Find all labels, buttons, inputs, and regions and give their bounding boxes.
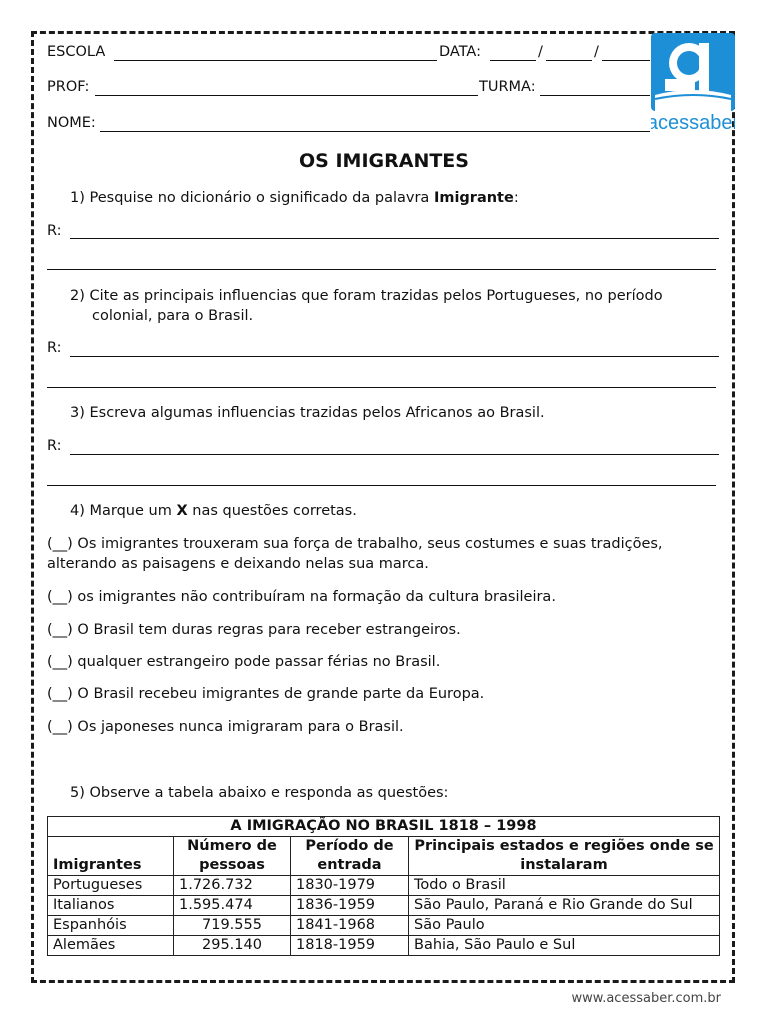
header-estados: Principais estados e regiões onde se instalaram (409, 837, 720, 876)
turma-label: TURMA: (479, 79, 536, 95)
table-cell: 295.140 (174, 936, 291, 956)
answer-line[interactable] (47, 269, 716, 270)
table-row (48, 896, 720, 916)
table-cell: Italianos (48, 896, 174, 916)
escola-field[interactable] (114, 60, 437, 61)
option-5[interactable]: (__) O Brasil recebeu imigrantes de grande parte da Europa. (47, 686, 485, 702)
answer-line[interactable] (70, 454, 719, 455)
table-cell: São Paulo (409, 916, 720, 936)
logo-icon (651, 33, 735, 131)
table-cell: 1836-1959 (291, 896, 409, 916)
question-2-line-2: colonial, para o Brasil. (92, 308, 254, 324)
header-periodo: Período de entrada (291, 837, 409, 876)
page-title: OS IMIGRANTES (299, 150, 469, 172)
nome-label: NOME: (47, 115, 96, 131)
acessaber-logo (651, 33, 735, 131)
date-separator: / (538, 44, 543, 60)
question-2-line-1: 2) Cite as principais influencias que foram trazidas pelos Portugueses, no período (70, 288, 663, 304)
escola-label: ESCOLA (47, 44, 106, 60)
immigration-table (47, 816, 720, 956)
table-row (48, 916, 720, 936)
header-numero: Número de pessoas (174, 837, 291, 876)
option-2[interactable]: (__) os imigrantes não contribuíram na formação da cultura brasileira. (47, 589, 556, 605)
answer-line[interactable] (70, 238, 719, 239)
table-cell: Alemães (48, 936, 174, 956)
table-cell: São Paulo, Paraná e Rio Grande do Sul (409, 896, 720, 916)
question-3: 3) Escreva algumas influencias trazidas pelos Africanos ao Brasil. (70, 405, 545, 421)
table-row (48, 936, 720, 956)
table-cell: Bahia, São Paulo e Sul (409, 936, 720, 956)
data-label: DATA: (439, 44, 481, 60)
answer-line[interactable] (47, 387, 716, 388)
answer-label: R: (47, 223, 62, 239)
table-cell: 719.555 (174, 916, 291, 936)
answer-line[interactable] (47, 485, 716, 486)
table-cell: Todo o Brasil (409, 876, 720, 896)
table-cell: 1841-1968 (291, 916, 409, 936)
question-5: 5) Observe a tabela abaixo e responda as questões: (70, 785, 449, 801)
option-4[interactable]: (__) qualquer estrangeiro pode passar férias no Brasil. (47, 654, 441, 670)
table-cell: 1.595.474 (174, 896, 291, 916)
table-cell: 1.726.732 (174, 876, 291, 896)
prof-label: PROF: (47, 79, 90, 95)
answer-label: R: (47, 438, 62, 454)
question-1: 1) Pesquise no dicionário o significado da palavra Imigrante: (70, 190, 519, 206)
month-field[interactable] (546, 60, 592, 61)
date-separator: / (594, 44, 599, 60)
table-cell: Espanhóis (48, 916, 174, 936)
option-6[interactable]: (__) Os japoneses nunca imigraram para o Brasil. (47, 719, 404, 735)
turma-field[interactable] (540, 95, 650, 96)
table-title: A IMIGRAÇÃO NO BRASIL 1818 – 1998 (48, 817, 720, 837)
option-3[interactable]: (__) O Brasil tem duras regras para receber estrangeiros. (47, 622, 461, 638)
answer-line[interactable] (70, 356, 719, 357)
footer-url[interactable]: www.acessaber.com.br (571, 991, 721, 1006)
table-cell: 1830-1979 (291, 876, 409, 896)
answer-label: R: (47, 340, 62, 356)
year-field[interactable] (602, 60, 650, 61)
table-row (48, 876, 720, 896)
table-cell: Portugueses (48, 876, 174, 896)
question-4: 4) Marque um X nas questões corretas. (70, 503, 357, 519)
prof-field[interactable] (95, 95, 478, 96)
option-1-line-1[interactable]: (__) Os imigrantes trouxeram sua força de trabalho, seus costumes e suas tradições, (47, 536, 663, 552)
nome-field[interactable] (100, 131, 650, 132)
header-imigrantes: Imigrantes (48, 837, 174, 876)
table-cell: 1818-1959 (291, 936, 409, 956)
logo-text: acessaber (651, 112, 735, 131)
day-field[interactable] (490, 60, 536, 61)
option-1-line-2: alterando as paisagens e deixando nelas sua marca. (47, 556, 429, 572)
